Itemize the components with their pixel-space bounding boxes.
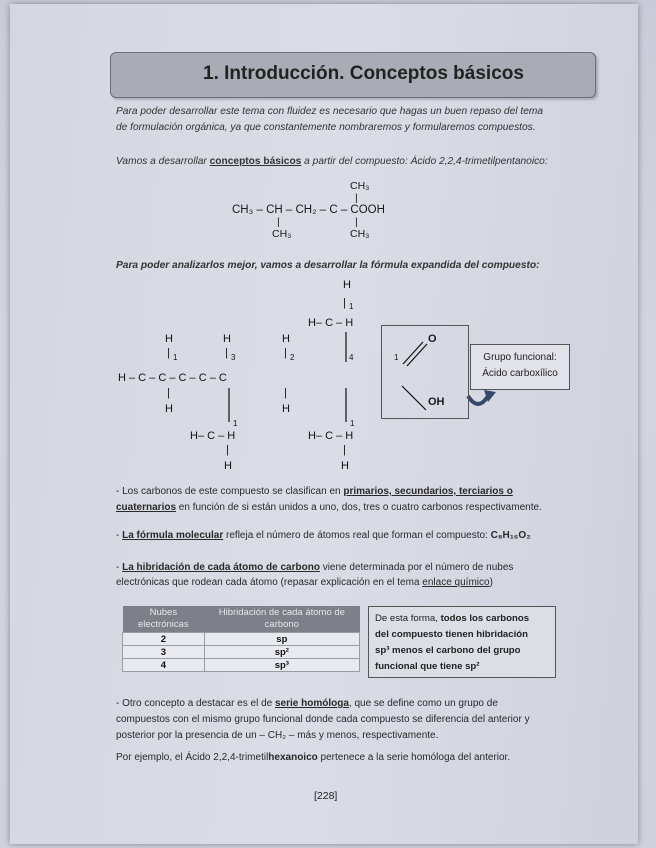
molecular-formula: C₈H₁₆O₂ — [490, 530, 531, 541]
bond-c1-up: | — [167, 347, 170, 359]
basics-link[interactable]: conceptos básicos — [209, 156, 302, 167]
hybridization-line-2-text: electrónicas que rodean cada átomo (repasar explicación en el tema — [116, 577, 423, 588]
atom-h-c1-bottom: H — [165, 403, 173, 415]
branch-top: H– C – H — [308, 317, 354, 329]
atom-o: O — [428, 333, 437, 345]
expanded-intro: Para poder analizarlos mejor, vamos a desarrollar la fórmula expandida del compuesto: — [116, 260, 540, 271]
table-row — [123, 633, 360, 646]
label-1-b1: 1 — [233, 419, 238, 428]
note-line-3 — [375, 643, 549, 659]
formula-bottom-bond-1: | — [277, 216, 280, 228]
enlace-quimico-link[interactable]: enlace químico — [422, 577, 490, 588]
label-1-c1: 1 — [173, 353, 178, 362]
homologous-line-1 — [116, 698, 498, 709]
atom-h-c3-bottom: H — [282, 403, 290, 415]
atom-h-b2: H — [341, 460, 349, 472]
page-title: 1. Introducción. Conceptos básicos — [203, 63, 524, 84]
example-suffix: pertenece a la serie homóloga del anterior. — [317, 752, 511, 763]
hybridization-line-2-end: ) — [489, 577, 493, 588]
table-row — [123, 646, 360, 659]
formula-top-bond: | — [355, 192, 358, 204]
intro-line-2: de formulación orgánica, ya que constantemente nombraremos y formularemos compuestos. — [116, 122, 536, 133]
functional-group-label — [470, 344, 570, 390]
note-line-4 — [375, 659, 549, 675]
atom-h-b1: H — [224, 460, 232, 472]
carbons-line-2 — [116, 502, 542, 513]
hybridization-line-2 — [116, 577, 493, 588]
atom-oh: OH — [428, 396, 445, 408]
bond-c2-up: | — [225, 347, 228, 359]
table-header-row — [123, 606, 360, 633]
hybridization-prefix: - — [116, 562, 123, 573]
label-1-top: 1 — [349, 302, 354, 311]
note-l1b: todos los carbonos — [440, 613, 530, 624]
main-chain: H – C – C – C – C – C — [118, 372, 227, 384]
atom-h-c1: H — [165, 333, 173, 345]
note-line-2: del compuesto tienen hibridación — [375, 629, 528, 640]
basics-paragraph — [116, 156, 548, 167]
carbons-link-2[interactable]: cuaternarios — [116, 502, 177, 513]
branch-bottom-1: H– C – H — [190, 430, 236, 442]
hybridization-line-1 — [116, 562, 513, 573]
table-cell: sp — [204, 633, 359, 646]
homologous-prefix: - Otro concepto a destacar es el de — [116, 698, 275, 709]
bond-c1-down: | — [167, 387, 170, 399]
intro-line-1: Para poder desarrollar este tema con fluidez es necesario que hagas un buen repaso del tema — [116, 106, 544, 117]
carbons-link-1[interactable]: primarios, secundarios, terciarios o — [343, 486, 513, 497]
table-cell: sp² — [204, 646, 359, 659]
homologous-suffix: , que se define como un grupo de — [348, 698, 498, 709]
table-cell: 3 — [123, 646, 205, 659]
note-l4a: funcional que tiene — [375, 661, 466, 672]
table-header-hibridacion: Hibridación de cada átomo de carbono — [204, 606, 359, 633]
example-paragraph — [116, 752, 510, 763]
hybridization-table — [122, 606, 360, 672]
label-1-cooh: 1 — [394, 353, 399, 362]
formula-bottom-ch3-2: CH₃ — [350, 228, 370, 240]
atom-h-top: H — [343, 279, 351, 291]
atom-h-c3: H — [282, 333, 290, 345]
functional-group-line-1: Grupo funcional: — [483, 352, 557, 363]
formula-bottom-bond-2: | — [355, 216, 358, 228]
table-cell: 4 — [123, 659, 205, 672]
table-cell: 2 — [123, 633, 205, 646]
molecular-link[interactable]: La fórmula molecular — [122, 530, 224, 541]
label-3: 3 — [231, 353, 236, 362]
formula-top-ch3: CH₃ — [350, 180, 370, 192]
bond-b1: | — [226, 444, 229, 456]
example-bold: hexanoico — [268, 752, 318, 763]
note-l1a: De esta forma, — [375, 613, 441, 624]
hybridization-suffix: viene determinada por el número de nubes — [319, 562, 514, 573]
molecular-prefix: - — [116, 530, 123, 541]
hybridization-link[interactable]: La hibridación de cada átomo de carbono — [122, 562, 320, 573]
condensed-formula: CH₃ – CH – CH₂ – C – COOH — [232, 204, 385, 216]
table-header-nubes: Nubes electrónicas — [123, 606, 205, 633]
hybridization-note — [368, 606, 556, 678]
page-number: [228] — [314, 790, 338, 802]
carbons-prefix: - Los carbonos de este compuesto se clasifican en — [116, 486, 344, 497]
branch-bottom-2: H– C – H — [308, 430, 354, 442]
example-prefix: Por ejemplo, el Ácido 2,2,4-trimetil — [116, 752, 269, 763]
carbons-line-1 — [116, 486, 513, 497]
molecular-suffix: refleja el número de átomos real que forman el compuesto: — [223, 530, 491, 541]
formula-bottom-ch3-1: CH₃ — [272, 228, 292, 240]
homologous-line-3: posterior por la presencia de un – CH₂ – más y menos, respectivamente. — [116, 730, 439, 741]
functional-group-line-2: Ácido carboxílico — [482, 368, 558, 379]
bond-c3-down: | — [284, 387, 287, 399]
basics-suffix: a partir del compuesto: Ácido 2,2,4-trimetilpentanoico: — [301, 156, 548, 167]
basics-prefix: Vamos a desarrollar — [116, 156, 210, 167]
table-row — [123, 659, 360, 672]
label-4: 4 — [349, 353, 354, 362]
note-l3b: menos el carbono del grupo — [389, 645, 521, 656]
carbons-suffix: en función de si están unidos a uno, dos, tres o cuatro carbonos respectivamente. — [176, 502, 542, 513]
note-l4b: sp² — [465, 661, 480, 672]
homologous-line-2: compuestos con el mismo grupo funcional donde cada compuesto se diferencia del anterior y — [116, 714, 530, 725]
serie-homologa-link[interactable]: serie homóloga — [274, 698, 349, 709]
molecular-paragraph — [116, 530, 531, 541]
atom-h-c2: H — [223, 333, 231, 345]
label-1-b2: 1 — [350, 419, 355, 428]
note-line-1 — [375, 611, 549, 627]
bond-c3-up: | — [284, 347, 287, 359]
table-cell: sp³ — [204, 659, 359, 672]
note-l3a: sp³ — [375, 645, 390, 656]
bond-b2: | — [343, 444, 346, 456]
label-2: 2 — [290, 353, 295, 362]
bond-top: | — [343, 297, 346, 309]
title-box — [110, 52, 596, 98]
functional-group-box — [381, 325, 469, 419]
